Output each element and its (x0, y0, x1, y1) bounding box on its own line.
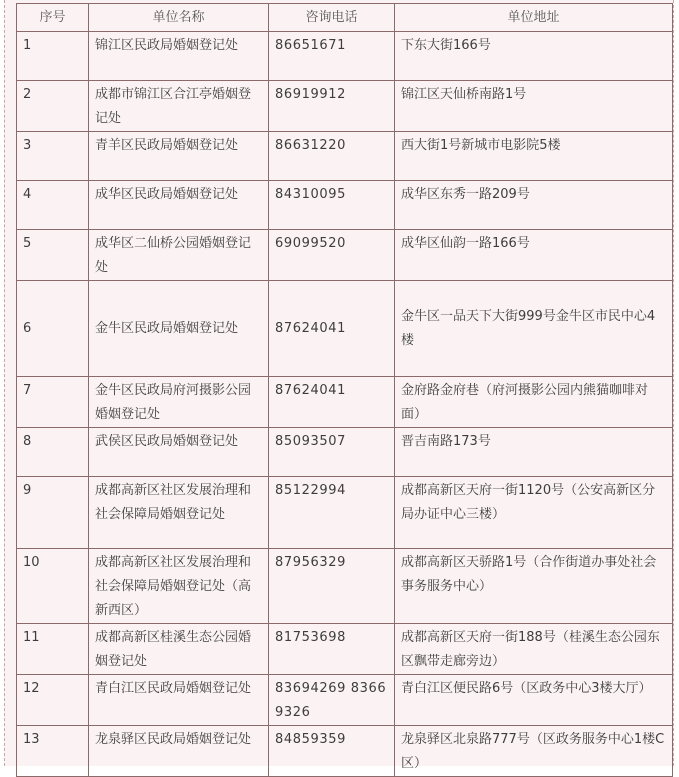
cell-name: 成华区二仙桥公园婚姻登记处 (89, 230, 269, 281)
cell-no: 13 (17, 726, 89, 777)
table-body (17, 32, 673, 777)
cell-no: 6 (17, 281, 89, 377)
cell-phone: 84859359 (269, 726, 395, 777)
cell-no: 10 (17, 549, 89, 624)
cell-address: 晋吉南路173号 (395, 428, 673, 477)
cell-phone: 87624041 (269, 377, 395, 428)
header-phone: 咨询电话 (269, 4, 395, 32)
header-name: 单位名称 (89, 4, 269, 32)
cell-no: 1 (17, 32, 89, 81)
cell-address: 青白江区便民路6号（区政务中心3楼大厅） (395, 675, 673, 726)
cell-address: 成都高新区天府一街1120号（公安高新区分局办证中心三楼） (395, 477, 673, 549)
table-row (17, 726, 673, 777)
cell-name: 成都市锦江区合江亭婚姻登记处 (89, 81, 269, 132)
cell-no: 8 (17, 428, 89, 477)
cell-address: 金府路金府巷（府河摄影公园内熊猫咖啡对面） (395, 377, 673, 428)
cell-address: 成都高新区天府一街188号（桂溪生态公园东区飘带走廊旁边） (395, 624, 673, 675)
cell-no: 12 (17, 675, 89, 726)
cell-no: 9 (17, 477, 89, 549)
cell-name: 金牛区民政局府河摄影公园婚姻登记处 (89, 377, 269, 428)
cell-address: 金牛区一品天下大街999号金牛区市民中心4楼 (395, 281, 673, 377)
cell-phone: 84310095 (269, 181, 395, 230)
table-row (17, 132, 673, 181)
cell-no: 4 (17, 181, 89, 230)
cell-name: 成华区民政局婚姻登记处 (89, 181, 269, 230)
cell-no: 11 (17, 624, 89, 675)
cell-name: 锦江区民政局婚姻登记处 (89, 32, 269, 81)
cell-address: 下东大街166号 (395, 32, 673, 81)
table-row (17, 477, 673, 549)
cell-phone: 81753698 (269, 624, 395, 675)
cell-phone: 87624041 (269, 281, 395, 377)
cell-address: 锦江区天仙桥南路1号 (395, 81, 673, 132)
cell-name: 成都高新区社区发展治理和社会保障局婚姻登记处 (89, 477, 269, 549)
cell-address: 成华区仙韵一路166号 (395, 230, 673, 281)
header-address: 单位地址 (395, 4, 673, 32)
header-no: 序号 (17, 4, 89, 32)
cell-phone: 83694269 83669326 (269, 675, 395, 726)
cell-phone: 85122994 (269, 477, 395, 549)
cell-name: 青白江区民政局婚姻登记处 (89, 675, 269, 726)
table-row (17, 624, 673, 675)
table-row (17, 675, 673, 726)
cell-name: 成都高新区社区发展治理和社会保障局婚姻登记处（高新西区） (89, 549, 269, 624)
table-row (17, 230, 673, 281)
cell-address: 成都高新区天骄路1号（合作街道办事处社会事务服务中心） (395, 549, 673, 624)
cell-name: 成都高新区桂溪生态公园婚姻登记处 (89, 624, 269, 675)
cell-address: 西大街1号新城市电影院5楼 (395, 132, 673, 181)
cell-phone: 86651671 (269, 32, 395, 81)
cell-name: 龙泉驿区民政局婚姻登记处 (89, 726, 269, 777)
cell-phone: 86631220 (269, 132, 395, 181)
cell-name: 青羊区民政局婚姻登记处 (89, 132, 269, 181)
cell-phone: 87956329 (269, 549, 395, 624)
cell-phone: 86919912 (269, 81, 395, 132)
marriage-registry-table (16, 3, 673, 777)
table-row (17, 377, 673, 428)
cell-no: 3 (17, 132, 89, 181)
cell-phone: 85093507 (269, 428, 395, 477)
cell-name: 金牛区民政局婚姻登记处 (89, 281, 269, 377)
table-row (17, 181, 673, 230)
cell-no: 2 (17, 81, 89, 132)
table-header-row (17, 4, 673, 32)
table-row (17, 281, 673, 377)
cell-no: 7 (17, 377, 89, 428)
cell-address: 成华区东秀一路209号 (395, 181, 673, 230)
cell-name: 武侯区民政局婚姻登记处 (89, 428, 269, 477)
page-frame (4, 0, 674, 771)
table-row (17, 32, 673, 81)
cell-address: 龙泉驿区北泉路777号（区政务服务中心1楼C区） (395, 726, 673, 777)
table-row (17, 428, 673, 477)
table-row (17, 81, 673, 132)
table-row (17, 549, 673, 624)
cell-no: 5 (17, 230, 89, 281)
cell-phone: 69099520 (269, 230, 395, 281)
